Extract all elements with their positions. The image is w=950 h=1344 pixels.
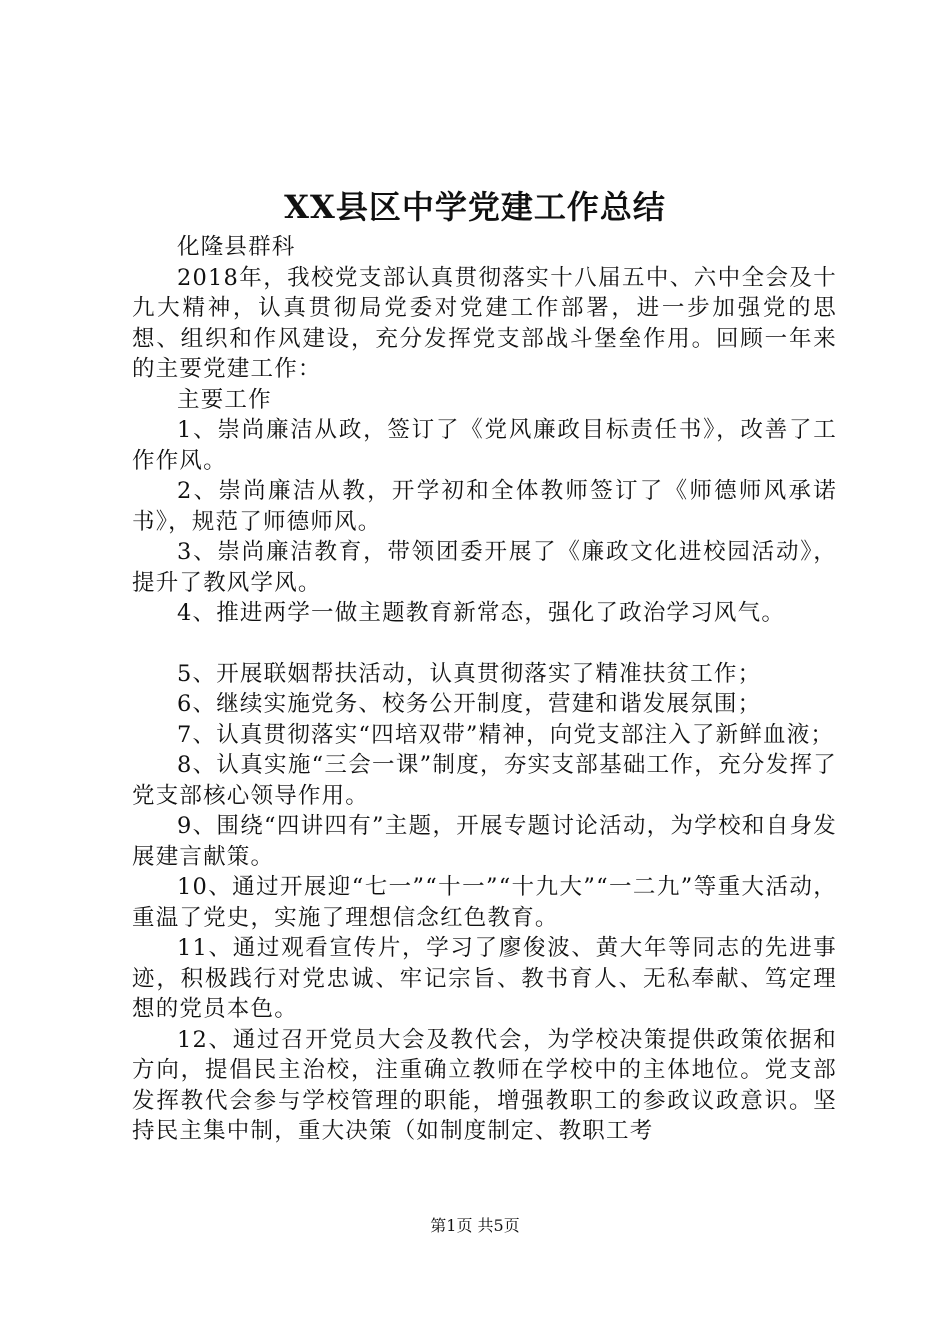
list-item: 3、崇尚廉洁教育，带领团委开展了《廉政文化进校园活动》，提升了教风学风。	[132, 539, 837, 596]
list-item: 1、崇尚廉洁从政，签订了《党风廉政目标责任书》，改善了工作作风。	[132, 417, 837, 474]
list-item: 12、通过召开党员大会及教代会，为学校决策提供政策依据和方向，提倡民主治校，注重确立教师在学校中的主体地位。党支部发挥教代会参与学校管理的职能，增强教职工的参政议政意识。坚持民主集中制，重大决策（如制度制定、教职工考	[132, 1026, 837, 1144]
blank-line	[132, 629, 837, 659]
list-item: 4、推进两学一做主题教育新常态，强化了政治学习风气。	[177, 600, 786, 626]
list-item: 6、继续实施党务、校务公开制度，营建和谐发展氛围；	[177, 691, 762, 717]
author-line: 化隆县群科	[177, 234, 296, 260]
document-title: XX县区中学党建工作总结	[284, 188, 666, 226]
list-item: 9、围绕“四讲四有”主题，开展专题讨论活动，为学校和自身发展建言献策。	[132, 813, 837, 870]
list-item: 2、崇尚廉洁从教，开学初和全体教师签订了《师德师风承诺书》，规范了师德师风。	[132, 478, 837, 535]
intro-paragraph: 2018年，我校党支部认真贯彻落实十八届五中、六中全会及十九大精神，认真贯彻局党委对党建工作部署，进一步加强党的思想、组织和作风建设，充分发挥党支部战斗堡垒作用。回顾一年来的主要党建工作：	[132, 264, 837, 382]
list-item: 10、通过开展迎“七一”“十一”“十九大”“一二九”等重大活动，重温了党史，实施了理想信念红色教育。	[132, 874, 837, 931]
section-heading: 主要工作	[177, 386, 272, 413]
document-body	[132, 232, 837, 1147]
list-item: 7、认真贯彻落实“四培双带”精神，向党支部注入了新鲜血液；	[177, 721, 835, 748]
list-item: 8、认真实施“三会一课”制度，夯实支部基础工作，充分发挥了党支部核心领导作用。	[132, 752, 837, 809]
page-number: 第1页 共5页	[430, 1216, 520, 1235]
list-item: 11、通过观看宣传片，学习了廖俊波、黄大年等同志的先进事迹，积极践行对党忠诚、牢记宗旨、教书育人、无私奉献、笃定理想的党员本色。	[132, 935, 837, 1022]
list-item: 5、开展联姻帮扶活动，认真贯彻落实了精准扶贫工作；	[177, 660, 762, 687]
